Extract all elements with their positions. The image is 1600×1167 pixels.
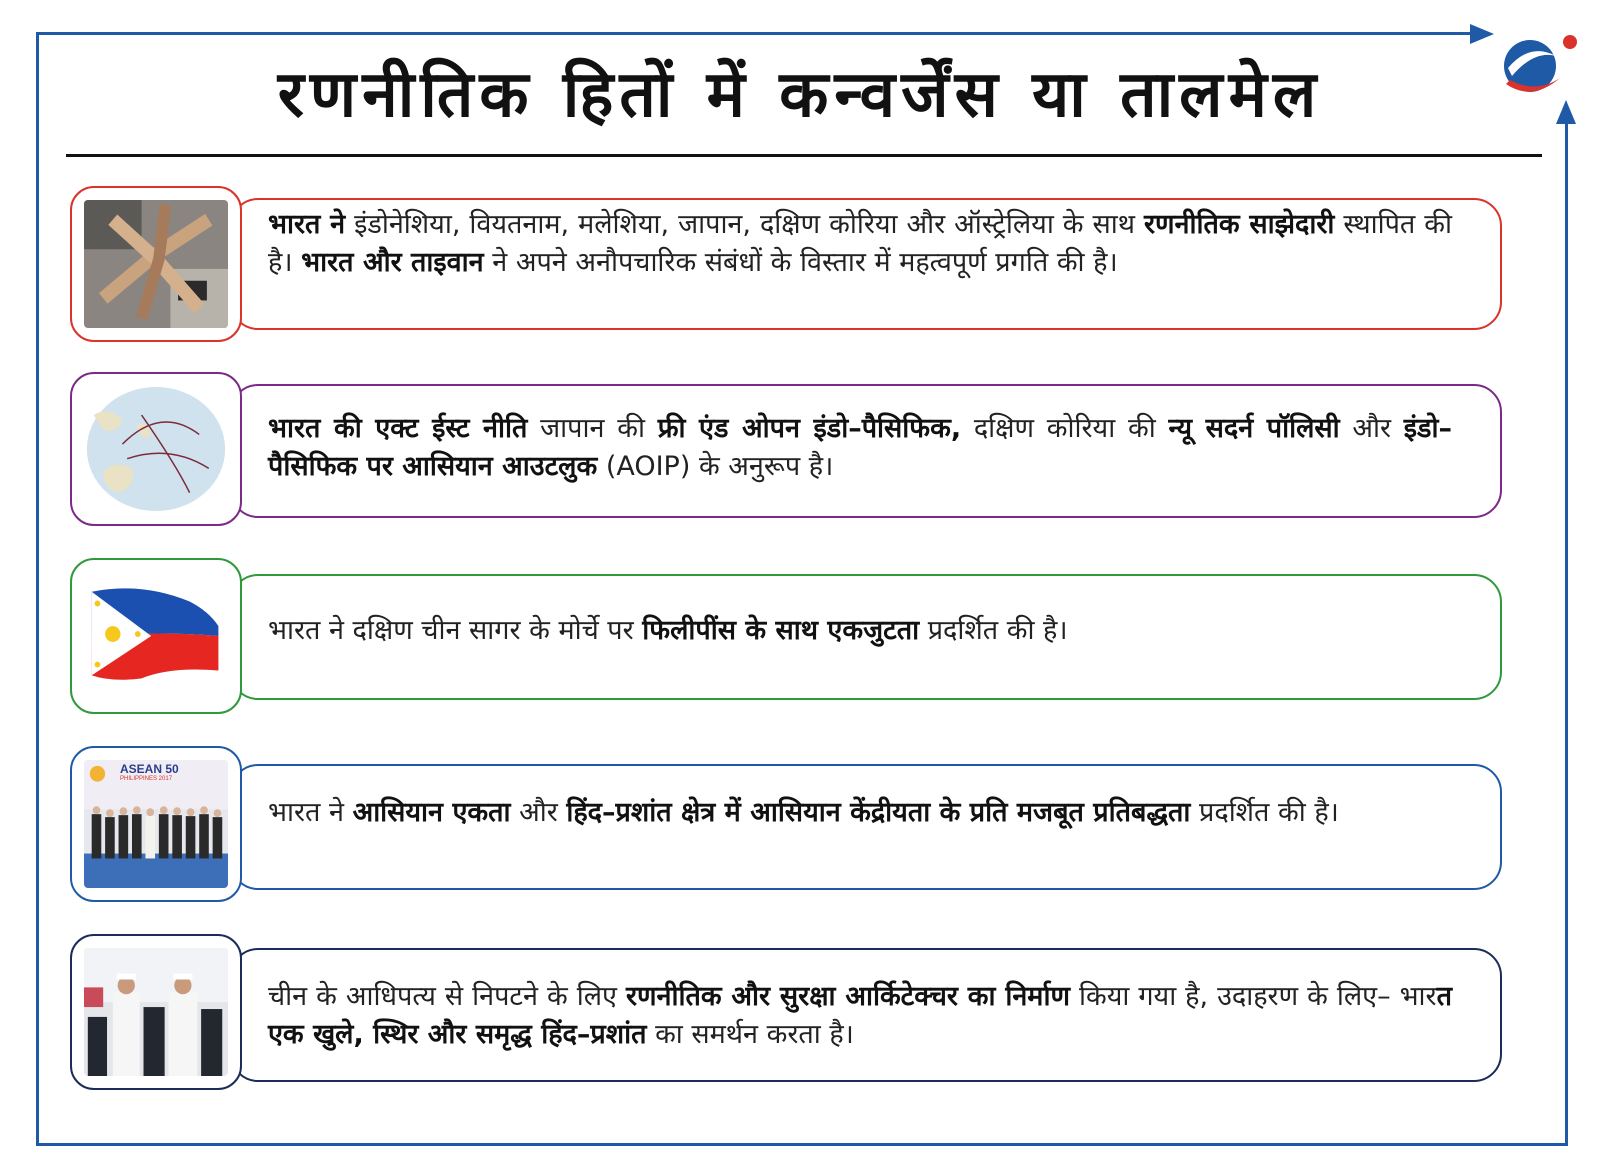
card-image-frame [70,558,242,714]
frame-left-line [36,32,39,1146]
text-span: प्रदर्शित की है। [1190,797,1339,828]
card-security-architecture [70,934,1502,1090]
text-span: चीन के आधिपत्य से निपटने के लिए [268,981,626,1012]
handshake-teamwork-photo [84,200,228,328]
text-span: स्थापित की है। [268,209,1452,278]
card-text [268,410,1452,486]
text-span: और [510,797,567,828]
asean-subcaption: PHILIPPINES 2017 [120,776,173,782]
card-image-frame [70,934,242,1090]
text-span: भारत ने [268,797,353,828]
indo-pacific-map-photo [84,386,228,512]
bold-phrase: रणनीतिक साझेदारी [1143,209,1335,240]
bold-phrase: आसियान एकता [352,797,511,828]
text-span: जापान की [527,413,658,444]
naval-salute-photo [84,948,228,1076]
card-asean-unity [70,746,1502,902]
bold-phrase: त एक खुले, स्थिर और समृद्ध हिंद–प्रशांत [268,981,1452,1050]
frame-top-line [36,32,1476,35]
bold-phrase: न्यू सदर्न पॉलिसी [1168,413,1340,444]
title-divider [66,154,1542,157]
text-span: दक्षिण कोरिया की [961,413,1169,444]
philippines-flag [84,572,228,700]
frame-bottom-line [36,1143,1568,1146]
bold-phrase: भारत की एक्ट ईस्ट नीति [268,413,528,444]
text-span: किया गया है, उदाहरण के लिए– भार [1069,981,1437,1012]
card-image-frame [70,372,242,526]
text-span: प्रदर्शित की है। [919,615,1068,646]
text-span: (AOIP) के अनुरूप है। [597,451,834,482]
card-philippines-solidarity [70,558,1502,714]
page-title: रणनीतिक हितों में कन्वर्जेंस या तालमेल [277,58,1323,132]
card-image-frame [70,746,242,902]
bold-phrase: भारत ने [268,209,346,240]
card-strategic-partnership [70,186,1502,342]
text-span: का समर्थन करता है। [646,1019,854,1050]
text-span: ने अपने अनौपचारिक संबंधों के विस्तार में महत्वपूर्ण प्रगति की है। [483,247,1118,278]
bold-phrase: फ्री एंड ओपन इंडो–पैसिफिक, [657,413,962,444]
bold-phrase: हिंद–प्रशांत क्षेत्र में आसियान केंद्रीयता के प्रति मजबूत प्रतिबद्धता [566,797,1191,828]
bold-phrase: इंडो–पैसिफिक पर आसियान आउटलुक [268,413,1452,482]
text-span: और [1339,413,1404,444]
bold-phrase: भारत और ताइवान [301,247,484,278]
card-text [268,978,1452,1054]
frame-right-line [1565,120,1568,1146]
bold-phrase: फिलीपींस के साथ एकजुटता [642,615,920,646]
text-span: इंडोनेशिया, वियतनाम, मलेशिया, जापान, दक्षिण कोरिया और ऑस्ट्रेलिया के साथ [345,209,1144,240]
text-span: भारत ने दक्षिण चीन सागर के मोर्चे पर [268,615,643,646]
card-text [268,612,1452,650]
asean-50-summit-photo [84,760,228,888]
bold-phrase: रणनीतिक और सुरक्षा आर्किटेक्चर का निर्माण [625,981,1070,1012]
card-act-east-policy [70,372,1502,526]
card-text [268,794,1452,832]
card-image-frame [70,186,242,342]
card-text [268,206,1452,282]
asean-caption: ASEAN 50 [120,762,179,776]
